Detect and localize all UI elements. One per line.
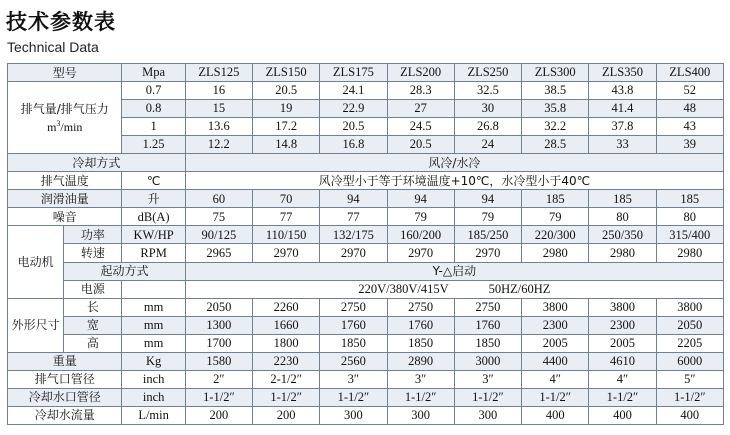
value-cell: 2230	[253, 352, 320, 370]
value-cell: 2300	[589, 316, 656, 334]
value-cell: 32.5	[454, 82, 521, 100]
pressure-value: 0.7	[122, 82, 185, 100]
value-cell: 75	[185, 208, 252, 226]
value-cell: 77	[253, 208, 320, 226]
dimension-width-row	[8, 316, 724, 334]
air-delivery-row	[8, 82, 724, 100]
value-cell: 315/400	[656, 226, 723, 244]
value-cell: 1850	[320, 334, 387, 352]
value-cell: 2205	[656, 334, 723, 352]
value-cell: 94	[320, 190, 387, 208]
value-cell: 79	[522, 208, 589, 226]
cooling-water-flow-unit: L/min	[122, 406, 185, 424]
discharge-temp-row	[8, 172, 724, 190]
value-cell: 2260	[253, 298, 320, 316]
value-cell: 80	[656, 208, 723, 226]
value-cell: 4400	[522, 352, 589, 370]
pressure-value: 0.8	[122, 100, 185, 118]
motor-power-supply-row	[8, 280, 724, 298]
motor-power-supply-value	[185, 280, 723, 298]
lube-oil-row	[8, 190, 724, 208]
dimension-width-label: 宽	[64, 316, 122, 334]
value-cell: 3800	[656, 298, 723, 316]
value-cell: 41.4	[589, 100, 656, 118]
value-cell: 27	[387, 100, 454, 118]
model-label: 型号	[8, 64, 122, 82]
unit-header: Mpa	[122, 64, 185, 82]
value-cell: 4″	[589, 370, 656, 388]
value-cell: 35.8	[522, 100, 589, 118]
value-cell: 400	[656, 406, 723, 424]
value-cell: 110/150	[253, 226, 320, 244]
value-cell: 15	[185, 100, 252, 118]
air-delivery-label	[8, 82, 122, 154]
value-cell: 22.9	[320, 100, 387, 118]
motor-start-label: 起动方式	[64, 262, 186, 280]
value-cell: 19	[253, 100, 320, 118]
dimension-width-unit: mm	[122, 316, 185, 334]
value-cell: 16.8	[320, 136, 387, 154]
value-cell: 3″	[454, 370, 521, 388]
value-cell: 2980	[522, 244, 589, 262]
value-cell: 185	[656, 190, 723, 208]
value-cell: 33	[589, 136, 656, 154]
value-cell: 2005	[522, 334, 589, 352]
value-cell: 60	[185, 190, 252, 208]
dimension-height-row	[8, 334, 724, 352]
cooling-water-pipe-row	[8, 388, 724, 406]
value-cell: 79	[387, 208, 454, 226]
value-cell: 2750	[454, 298, 521, 316]
noise-label: 噪音	[8, 208, 122, 226]
value-cell: 20.5	[253, 82, 320, 100]
value-cell: 4610	[589, 352, 656, 370]
value-cell: 1300	[185, 316, 252, 334]
weight-row	[8, 352, 724, 370]
value-cell: 77	[320, 208, 387, 226]
weight-label: 重量	[8, 352, 122, 370]
motor-power-supply-label: 电源	[64, 280, 122, 298]
model-name: ZLS300	[522, 64, 589, 82]
dimension-length-label: 长	[64, 298, 122, 316]
value-cell: 20.5	[387, 136, 454, 154]
value-cell: 30	[454, 100, 521, 118]
value-cell: 16	[185, 82, 252, 100]
table-body	[8, 64, 724, 425]
cooling-water-flow-label: 冷却水流量	[8, 406, 122, 424]
model-name: ZLS125	[185, 64, 252, 82]
motor-speed-unit: RPM	[122, 244, 185, 262]
value-cell: 70	[253, 190, 320, 208]
value-cell: 26.8	[454, 118, 521, 136]
dimension-length-unit: mm	[122, 298, 185, 316]
value-cell: 2005	[589, 334, 656, 352]
pressure-value: 1	[122, 118, 185, 136]
motor-start-value: Y-△启动	[185, 262, 723, 280]
discharge-temp-label: 排气温度	[8, 172, 122, 190]
cooling-value: 风冷/水冷	[185, 154, 723, 172]
value-cell: 1-1/2″	[185, 388, 252, 406]
motor-speed-label: 转速	[64, 244, 122, 262]
dimension-length-row	[8, 298, 724, 316]
air-delivery-unit	[47, 120, 82, 134]
value-cell: 12.2	[185, 136, 252, 154]
value-cell: 6000	[656, 352, 723, 370]
value-cell: 20.5	[320, 118, 387, 136]
value-cell: 38.5	[522, 82, 589, 100]
value-cell: 28.5	[522, 136, 589, 154]
value-cell: 1760	[454, 316, 521, 334]
cooling-water-pipe-label: 冷却水口管径	[8, 388, 122, 406]
page-title: 技术参数表	[6, 10, 116, 34]
discharge-pipe-row	[8, 370, 724, 388]
motor-power-unit: KW/HP	[122, 226, 185, 244]
value-cell: 24.5	[387, 118, 454, 136]
unit-base: m	[47, 119, 57, 134]
lube-oil-unit: 升	[122, 190, 185, 208]
value-cell: 185	[589, 190, 656, 208]
value-cell: 1-1/2″	[320, 388, 387, 406]
unit-tail: /min	[60, 119, 83, 134]
value-cell: 94	[387, 190, 454, 208]
value-cell: 1-1/2″	[656, 388, 723, 406]
dimension-height-label: 高	[64, 334, 122, 352]
value-cell: 3000	[454, 352, 521, 370]
value-cell: 90/125	[185, 226, 252, 244]
value-cell: 1850	[454, 334, 521, 352]
value-cell: 2750	[387, 298, 454, 316]
weight-unit: Kg	[122, 352, 185, 370]
value-cell: 43.8	[589, 82, 656, 100]
value-cell: 132/175	[320, 226, 387, 244]
discharge-pipe-label: 排气口管径	[8, 370, 122, 388]
model-name: ZLS175	[320, 64, 387, 82]
value-cell: 2″	[185, 370, 252, 388]
value-cell: 52	[656, 82, 723, 100]
noise-unit: dB(A)	[122, 208, 185, 226]
value-cell: 39	[656, 136, 723, 154]
value-cell: 1580	[185, 352, 252, 370]
pressure-value: 1.25	[122, 136, 185, 154]
value-cell: 1850	[387, 334, 454, 352]
model-name: ZLS250	[454, 64, 521, 82]
motor-power-label: 功率	[64, 226, 122, 244]
value-cell: 400	[522, 406, 589, 424]
discharge-temp-unit: ℃	[122, 172, 185, 190]
value-cell: 300	[454, 406, 521, 424]
value-cell: 13.6	[185, 118, 252, 136]
value-cell: 1-1/2″	[522, 388, 589, 406]
lube-oil-label: 润滑油量	[8, 190, 122, 208]
value-cell: 160/200	[387, 226, 454, 244]
value-cell: 2890	[387, 352, 454, 370]
value-cell: 220/300	[522, 226, 589, 244]
value-cell: 17.2	[253, 118, 320, 136]
cooling-water-flow-row	[8, 406, 724, 424]
value-cell: 2970	[454, 244, 521, 262]
value-cell: 250/350	[589, 226, 656, 244]
motor-speed-row	[8, 244, 724, 262]
technical-data-table	[7, 63, 724, 425]
value-cell: 2970	[387, 244, 454, 262]
value-cell: 94	[454, 190, 521, 208]
value-cell: 1660	[253, 316, 320, 334]
value-cell: 3″	[320, 370, 387, 388]
value-cell: 28.3	[387, 82, 454, 100]
value-cell: 2050	[185, 298, 252, 316]
value-cell: 5″	[656, 370, 723, 388]
value-cell: 200	[185, 406, 252, 424]
cooling-row	[8, 154, 724, 172]
value-cell: 48	[656, 100, 723, 118]
dimension-height-unit: mm	[122, 334, 185, 352]
value-cell: 24.1	[320, 82, 387, 100]
value-cell: 2970	[253, 244, 320, 262]
motor-label: 电动机	[8, 226, 64, 298]
value-cell: 1-1/2″	[387, 388, 454, 406]
air-delivery-title: 排气量/排气压力	[20, 101, 109, 116]
value-cell: 2980	[656, 244, 723, 262]
value-cell: 185/250	[454, 226, 521, 244]
value-cell: 4″	[522, 370, 589, 388]
value-cell: 2300	[522, 316, 589, 334]
value-cell: 1700	[185, 334, 252, 352]
model-name: ZLS350	[589, 64, 656, 82]
value-cell: 3800	[522, 298, 589, 316]
discharge-temp-value: 风冷型小于等于环境温度+10℃，水冷型小于40℃	[185, 172, 723, 190]
value-cell: 185	[522, 190, 589, 208]
model-name: ZLS150	[253, 64, 320, 82]
motor-start-row	[8, 262, 724, 280]
value-cell: 1-1/2″	[589, 388, 656, 406]
model-name: ZLS200	[387, 64, 454, 82]
value-cell: 2050	[656, 316, 723, 334]
value-cell: 2980	[589, 244, 656, 262]
value-cell: 14.8	[253, 136, 320, 154]
value-cell: 2750	[320, 298, 387, 316]
value-cell: 200	[253, 406, 320, 424]
value-cell: 1800	[253, 334, 320, 352]
value-cell: 3800	[589, 298, 656, 316]
value-cell: 79	[454, 208, 521, 226]
value-cell: 37.8	[589, 118, 656, 136]
value-cell: 1760	[387, 316, 454, 334]
model-name: ZLS400	[656, 64, 723, 82]
unit-superscript: 3	[56, 118, 61, 128]
value-cell: 400	[589, 406, 656, 424]
value-cell: 300	[320, 406, 387, 424]
header-row	[8, 64, 724, 82]
discharge-pipe-unit: inch	[122, 370, 185, 388]
value-cell: 2-1/2″	[253, 370, 320, 388]
dimensions-label: 外形尺寸	[8, 298, 64, 352]
motor-power-supply-spacer	[122, 280, 185, 298]
value-cell: 24	[454, 136, 521, 154]
page-subtitle: Technical Data	[7, 39, 99, 55]
value-cell: 1760	[320, 316, 387, 334]
cooling-water-pipe-unit: inch	[122, 388, 185, 406]
value-cell: 2970	[320, 244, 387, 262]
value-cell: 2560	[320, 352, 387, 370]
value-cell: 43	[656, 118, 723, 136]
value-cell: 1-1/2″	[454, 388, 521, 406]
value-cell: 2965	[185, 244, 252, 262]
value-cell: 300	[387, 406, 454, 424]
noise-row	[8, 208, 724, 226]
voltage-value: 220V/380V/415V	[358, 281, 449, 296]
frequency-value: 50HZ/60HZ	[488, 281, 551, 296]
value-cell: 3″	[387, 370, 454, 388]
value-cell: 32.2	[522, 118, 589, 136]
value-cell: 1-1/2″	[253, 388, 320, 406]
value-cell: 80	[589, 208, 656, 226]
motor-power-row	[8, 226, 724, 244]
cooling-label: 冷却方式	[8, 154, 186, 172]
